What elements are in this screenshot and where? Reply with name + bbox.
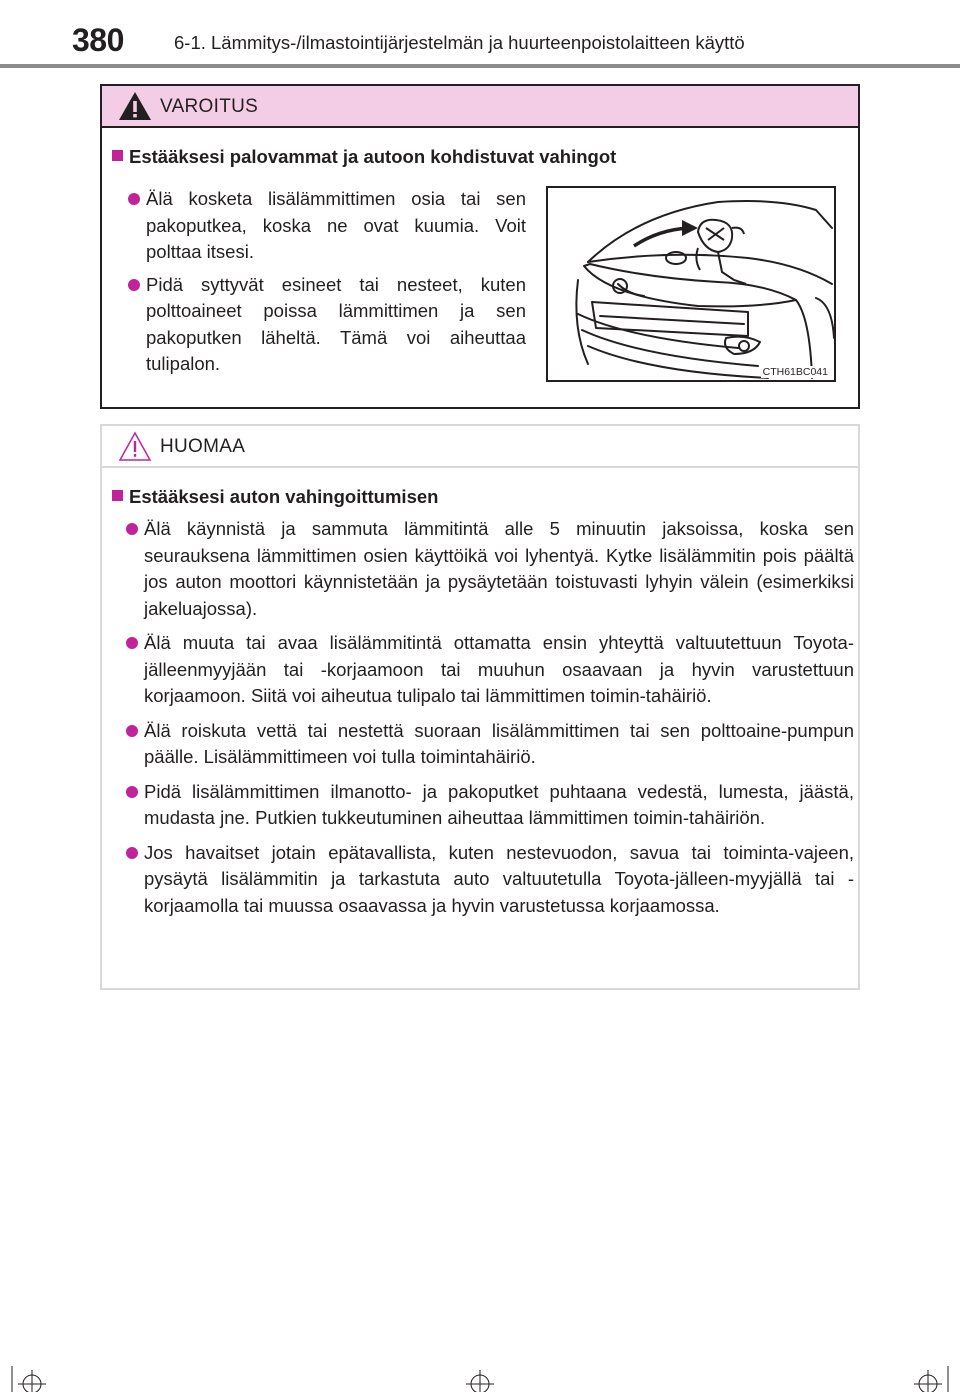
bullet-dot-icon: [126, 637, 138, 649]
figure-code: CTH61BC041: [762, 366, 828, 378]
square-bullet-icon: [112, 490, 123, 501]
crop-marks: [0, 1352, 960, 1392]
bullet-dot-icon: [128, 193, 140, 205]
notice-subheading: [112, 486, 438, 508]
warning-triangle-icon: [117, 90, 153, 122]
list-item-text: Pidä lisälämmittimen ilmanotto- ja pakoputket puhtaana vedestä, lumesta, jäästä, mudasta jne. Putkien tukkeutuminen aiheuttaa lämmittimen toimin-tahäiriön.: [144, 780, 854, 828]
car-heater-illustration: [546, 186, 836, 382]
square-bullet-icon: [112, 150, 123, 161]
notice-label: HUOMAA: [160, 436, 246, 457]
list-item: [128, 272, 526, 378]
page-header: [0, 0, 960, 70]
notice-bullet-list: [126, 516, 854, 927]
warning-header: [102, 86, 858, 128]
notice-triangle-outline-icon: [117, 430, 153, 462]
warning-bullet-list: [128, 186, 526, 384]
notice-header: [102, 426, 858, 468]
bullet-dot-icon: [126, 786, 138, 798]
bullet-dot-icon: [126, 847, 138, 859]
bullet-dot-icon: [126, 523, 138, 535]
warning-subheading: [112, 146, 616, 168]
list-item-text: Älä roiskuta vettä tai nestettä suoraan lisälämmittimen tai sen polttoaine-pumpun päälle. Lisälämmittimeen voi tulla toimintahäiriö.: [144, 719, 854, 767]
warning-subheading-text: Estääksesi palovammat ja autoon kohdistuvat vahingot: [129, 146, 617, 167]
list-item: [126, 718, 854, 771]
bullet-dot-icon: [128, 279, 140, 291]
car-front-drawing: [548, 188, 834, 380]
list-item-text: Jos havaitset jotain epätavallista, kuten nestevuodon, savua tai toiminta-vajeen, pysäytä lisälämmitin ja tarkastuta auto valtuutetulla Toyota-jälleen-myyjällä tai -korjaamolla tai muussa osaavassa ja hyvin varustetussa korjaamossa.: [144, 841, 854, 916]
list-item-text: Älä käynnistä ja sammuta lämmitintä alle 5 minuutin jaksoissa, koska sen seurauksena lämmittimen osien käyttöikä voi lyhentyä. Kytke lisälämmitin pois päältä jos auton moottori käynnistetään ja pysäytetään toistuvasti lyhyin välein (esimerkiksi jakeluajossa).: [144, 518, 854, 619]
list-item-text: Älä kosketa lisälämmittimen osia tai sen pakoputkea, koska ne ovat kuumia. Voit polttaa itsesi.: [146, 188, 526, 262]
list-item: [128, 186, 526, 266]
section-title: 6-1. Lämmitys-/ilmastointijärjestelmän ja huurteenpoistolaitteen käyttö: [174, 32, 745, 53]
notice-box: [100, 424, 860, 990]
list-item-text: Älä muuta tai avaa lisälämmitintä ottamatta ensin yhteyttä valtuutettuun Toyota-jälleenmyyjään tai -korjaamoon tai muuhun osaavaan ja hyvin varustettuun korjaamoon. Siitä voi aiheutua tulipalo tai lämmittimen toimin-tahäiriö.: [144, 632, 854, 706]
list-item-text: Pidä syttyvät esineet tai nesteet, kuten polttoaineet poissa lämmittimen ja sen pakoputken läheltä. Tämä voi aiheuttaa tulipalon.: [146, 273, 526, 374]
list-item: [126, 840, 854, 920]
header-divider: [0, 64, 960, 68]
notice-subheading-text: Estääksesi auton vahingoittumisen: [129, 486, 439, 507]
warning-box: [100, 84, 860, 409]
list-item: [126, 779, 854, 832]
page-number: 380: [72, 22, 124, 58]
warning-label: VAROITUS: [160, 96, 259, 117]
list-item: [126, 516, 854, 622]
list-item: [126, 630, 854, 710]
bullet-dot-icon: [126, 725, 138, 737]
